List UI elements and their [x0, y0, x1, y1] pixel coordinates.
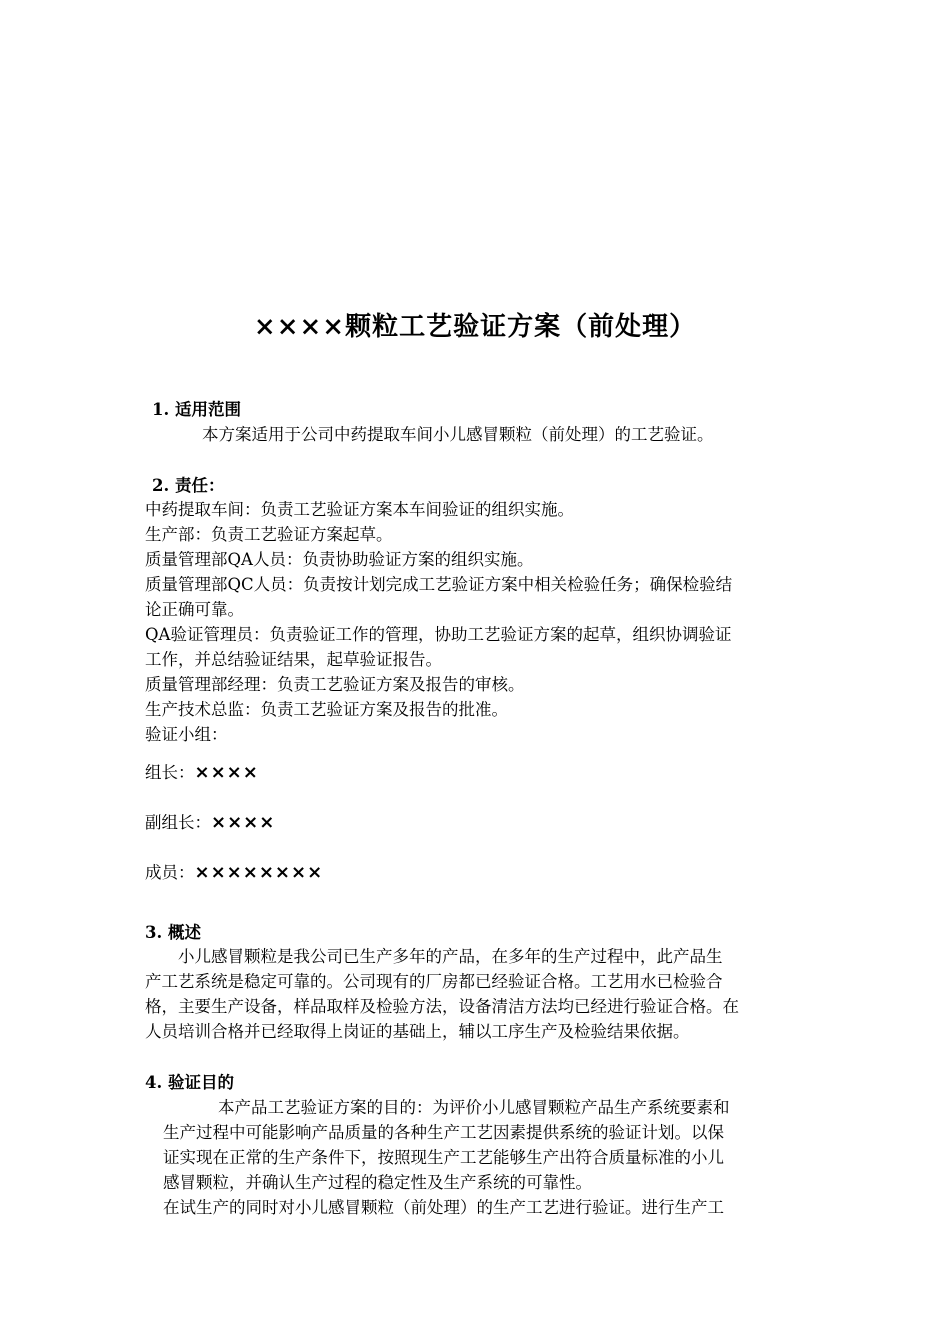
deputy-leader-row [145, 811, 275, 835]
overview-line: 小儿感冒颗粒是我公司已生产多年的产品，在多年的生产过程中，此产品生 [178, 947, 723, 966]
section-1-heading: 1. 适用范围 [152, 400, 241, 419]
members-value: ×××××××× [194, 862, 324, 883]
responsibility-line: 质量管理部QC人员：负责按计划完成工艺验证方案中相关检验任务；确保检验结 [145, 575, 733, 594]
responsibility-line: 生产部：负责工艺验证方案起草。 [145, 525, 393, 544]
members-row [145, 861, 323, 885]
section-4-heading: 4. 验证目的 [145, 1073, 234, 1092]
team-leader-value: ×××× [194, 762, 259, 783]
responsibility-line: 质量管理部QA人员：负责协助验证方案的组织实施。 [145, 550, 534, 569]
overview-line: 产工艺系统是稳定可靠的。公司现有的厂房都已经验证合格。工艺用水已检验合 [145, 972, 723, 991]
deputy-leader-label: 副组长： [145, 813, 211, 832]
section-3-heading: 3. 概述 [145, 923, 201, 942]
responsibility-line: 工作，并总结验证结果，起草验证报告。 [145, 650, 442, 669]
overview-line: 格，主要生产设备，样品取样及检验方法，设备清洁方法均已经进行验证合格。在 [145, 997, 739, 1016]
section-1-body: 本方案适用于公司中药提取车间小儿感冒颗粒（前处理）的工艺验证。 [202, 425, 714, 444]
responsibility-line: 论正确可靠。 [145, 600, 244, 619]
purpose-line: 感冒颗粒，并确认生产过程的稳定性及生产系统的可靠性。 [163, 1173, 592, 1192]
purpose-line: 本产品工艺验证方案的目的：为评价小儿感冒颗粒产品生产系统要素和 [218, 1098, 730, 1117]
overview-line: 人员培训合格并已经取得上岗证的基础上，辅以工序生产及检验结果依据。 [145, 1022, 690, 1041]
responsibility-line: 验证小组： [145, 725, 228, 744]
members-label: 成员： [145, 863, 195, 882]
purpose-line: 在试生产的同时对小儿感冒颗粒（前处理）的生产工艺进行验证。进行生产工 [163, 1198, 724, 1217]
purpose-line: 生产过程中可能影响产品质量的各种生产工艺因素提供系统的验证计划。以保 [163, 1123, 724, 1142]
responsibility-line: 中药提取车间：负责工艺验证方案本车间验证的组织实施。 [145, 500, 574, 519]
responsibility-line: QA验证管理员：负责验证工作的管理，协助工艺验证方案的起草，组织协调验证 [145, 625, 732, 644]
document-title: ××××颗粒工艺验证方案（前处理） [253, 312, 697, 342]
section-2-heading: 2. 责任： [152, 476, 225, 495]
responsibility-line: 质量管理部经理：负责工艺验证方案及报告的审核。 [145, 675, 525, 694]
deputy-leader-value: ×××× [211, 812, 276, 833]
purpose-line: 证实现在正常的生产条件下，按照现生产工艺能够生产出符合质量标准的小儿 [163, 1148, 724, 1167]
team-leader-row [145, 761, 259, 785]
team-leader-label: 组长： [145, 763, 195, 782]
responsibility-line: 生产技术总监：负责工艺验证方案及报告的批准。 [145, 700, 508, 719]
